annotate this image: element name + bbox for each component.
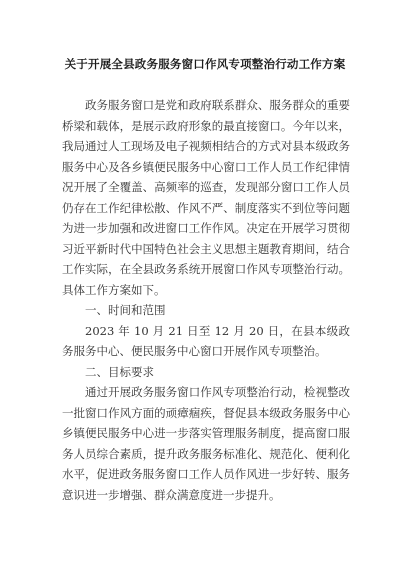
- section-heading-goals: 二、目标要求: [85, 364, 154, 379]
- document-title: 关于开展全县政务服务窗口作风专项整治行动工作方案: [64, 57, 346, 71]
- section-heading-time-scope: 一、时间和范围: [85, 303, 166, 317]
- section-body-time-scope: 2023 年 10 月 21 日至 12 月 20 日，在县本级政务服务中心、便民服务中心窗口开展作风专项整治。: [62, 323, 350, 358]
- document-body: [62, 95, 350, 505]
- intro-paragraph: 政务服务窗口是党和政府联系群众、服务群众的重要桥梁和载体，是展示政府形象的最直接窗口。今年以来，我局通过人工现场及电子视频相结合的方式对县本级政务服务中心及各乡镇便民服务中心窗口工作人员工作纪律情况开展了全覆盖、高频率的巡查，发现部分窗口工作人员仍存在工作纪律松散、作风不严、制度落实不到位等问题为进一步加强和改进窗口工作作风。决定在开展学习贯彻习近平新时代中国特色社会主义思想主题教育期间，结合工作实际，在全县政务系统开展窗口作风专项整治行动。具体工作方案如下。: [62, 98, 350, 297]
- section-body-goals: 通过开展政务服务窗口作风专项整治行动，检视整改一批窗口作风方面的顽瘴痼疾，督促县本级政务服务中心乡镇便民服务中心进一步落实管理服务制度，提高窗口服务人员综合素质，提升政务服务标准化、规范化、便利化水平，促进政务服务窗口工作人员作风进一步好转、服务意识进一步增强、群众满意度进一步提升。: [62, 385, 350, 502]
